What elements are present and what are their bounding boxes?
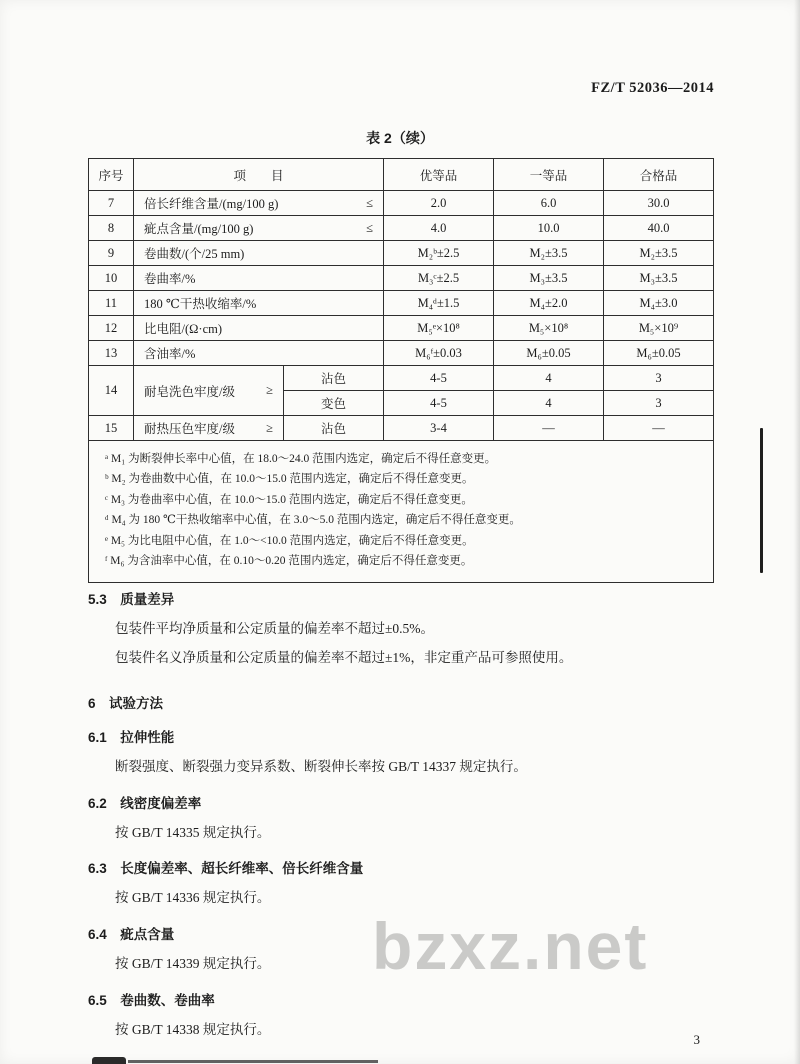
table-row — [89, 366, 714, 391]
doc-number: FZ/T 52036—2014 — [591, 80, 714, 96]
item-label: 卷曲率/% — [144, 272, 196, 286]
grade-qualified: M₂±3.5 — [604, 241, 714, 266]
scan-edge-shadow — [794, 0, 800, 1064]
grade-qualified: M₅×10⁹ — [604, 316, 714, 341]
col-header-no: 序号 — [89, 159, 134, 191]
grade-excellent: 4.0 — [384, 216, 494, 241]
table-row — [89, 216, 714, 241]
row-no: 13 — [89, 341, 134, 366]
grade-excellent: 4-5 — [384, 391, 494, 416]
footnote-line: ᵇ M₂ 为卷曲数中心值，在 10.0～15.0 范围内选定，确定后不得任意变更。 — [105, 473, 474, 486]
grade-first: 10.0 — [494, 216, 604, 241]
paragraph: 包装件名义净质量和公定质量的偏差率不超过±1%，非定重产品可参照使用。 — [115, 649, 573, 665]
row-no: 11 — [89, 291, 134, 316]
section-heading-6-3: 6.3 长度偏差率、超长纤维率、倍长纤维含量 — [88, 861, 364, 877]
subitem-label: 变色 — [284, 391, 384, 416]
limit-symbol: ≥ — [266, 383, 273, 397]
item-label: 疵点含量/(mg/100 g) — [144, 222, 254, 236]
footnote-line: ᶜ M₃ 为卷曲率中心值，在 10.0～15.0 范围内选定，确定后不得任意变更。 — [105, 493, 473, 506]
paragraph: 包装件平均净质量和公定质量的偏差率不超过±0.5%。 — [115, 621, 435, 636]
grade-excellent: M₄ᵈ±1.5 — [384, 291, 494, 316]
grade-excellent: 3-4 — [384, 416, 494, 441]
row-item — [134, 366, 284, 416]
row-item — [134, 266, 384, 291]
footnote-line: ᵉ M₅ 为比电阻中心值，在 1.0～<10.0 范围内选定，确定后不得任意变更。 — [105, 534, 474, 547]
footnote-line: ᵃ M₁ 为断裂伸长率中心值，在 18.0～24.0 范围内选定，确定后不得任意变更。 — [105, 453, 497, 465]
subitem-label: 沾色 — [284, 416, 384, 441]
grade-first: 4 — [494, 391, 604, 416]
section-heading-6-1: 6.1 拉伸性能 — [88, 730, 175, 746]
footnote-line: ᵈ M₄ 为 180 ℃干热收缩率中心值，在 3.0～5.0 范围内选定，确定后不得任意变更。 — [105, 514, 521, 527]
table-title: 表 2（续） — [366, 130, 434, 146]
grade-qualified: M₆±0.05 — [604, 341, 714, 366]
grade-first: 6.0 — [494, 191, 604, 216]
grade-qualified: M₃±3.5 — [604, 266, 714, 291]
grade-first: M₆±0.05 — [494, 341, 604, 366]
grade-first: M₃±3.5 — [494, 266, 604, 291]
table-row — [89, 241, 714, 266]
row-no: 14 — [89, 366, 134, 416]
scan-artifact-blob — [92, 1057, 126, 1064]
item-label: 含油率/% — [144, 347, 196, 361]
paragraph: 断裂强度、断裂强力变异系数、断裂伸长率按 GB/T 14337 规定执行。 — [115, 759, 527, 775]
grade-qualified: 30.0 — [604, 191, 714, 216]
item-label: 倍长纤维含量/(mg/100 g) — [144, 197, 279, 211]
section-heading-6: 6 试验方法 — [88, 696, 164, 712]
limit-symbol: ≥ — [266, 420, 273, 435]
table-row — [89, 341, 714, 366]
grade-first: 4 — [494, 366, 604, 391]
item-label: 耐热压色牢度/级 — [144, 422, 235, 436]
row-item — [134, 341, 384, 366]
row-no: 9 — [89, 241, 134, 266]
page-number: 3 — [693, 1032, 700, 1047]
spec-table — [88, 158, 714, 583]
item-label: 比电阻/(Ω·cm) — [144, 322, 223, 336]
table-footnotes — [89, 441, 714, 583]
col-header-excellent: 优等品 — [384, 159, 494, 191]
table-row — [89, 191, 714, 216]
body-text — [88, 588, 718, 1047]
grade-excellent: M₅ᵉ×10⁸ — [384, 316, 494, 341]
limit-symbol: ≤ — [366, 220, 374, 235]
row-item — [134, 316, 384, 341]
grade-first: M₅×10⁸ — [494, 316, 604, 341]
row-item — [134, 216, 384, 241]
grade-excellent: M₃ᶜ±2.5 — [384, 266, 494, 291]
grade-qualified: 40.0 — [604, 216, 714, 241]
table-row — [89, 316, 714, 341]
table-row — [89, 416, 714, 441]
paragraph: 按 GB/T 14338 规定执行。 — [115, 1021, 271, 1037]
grade-excellent: M₂ᵇ±2.5 — [384, 241, 494, 266]
row-item — [134, 291, 384, 316]
footnote-line: ᶠ M₆ 为含油率中心值，在 0.10～0.20 范围内选定，确定后不得任意变更。 — [105, 555, 473, 568]
grade-qualified: 3 — [604, 391, 714, 416]
grade-qualified: 3 — [604, 366, 714, 391]
paragraph: 按 GB/T 14336 规定执行。 — [115, 890, 271, 906]
table-header — [89, 159, 714, 191]
row-item — [134, 416, 284, 441]
section-heading-6-5: 6.5 卷曲数、卷曲率 — [88, 992, 215, 1008]
item-label: 180 ℃干热收缩率/% — [144, 297, 257, 311]
row-no: 8 — [89, 216, 134, 241]
row-no: 7 — [89, 191, 134, 216]
watermark: bzxz.net — [372, 909, 649, 983]
row-item — [134, 191, 384, 216]
row-no: 10 — [89, 266, 134, 291]
item-label: 卷曲数/(个/25 mm) — [144, 247, 245, 261]
item-label: 耐皂洗色牢度/级 — [144, 384, 235, 399]
row-item — [134, 241, 384, 266]
grade-excellent: 2.0 — [384, 191, 494, 216]
row-no: 12 — [89, 316, 134, 341]
row-no: 15 — [89, 416, 134, 441]
table-row — [89, 266, 714, 291]
limit-symbol: ≤ — [366, 195, 374, 210]
paragraph: 按 GB/T 14335 规定执行。 — [115, 824, 271, 840]
col-header-item: 项 目 — [134, 159, 384, 191]
grade-excellent: M₆ᶠ±0.03 — [384, 341, 494, 366]
col-header-qualified: 合格品 — [604, 159, 714, 191]
table-row — [89, 291, 714, 316]
grade-first: M₄±2.0 — [494, 291, 604, 316]
grade-qualified: M₄±3.0 — [604, 291, 714, 316]
grade-qualified: — — [604, 416, 714, 441]
grade-first: — — [494, 416, 604, 441]
section-heading-5-3: 5.3 质量差异 — [88, 592, 175, 607]
paragraph: 按 GB/T 14339 规定执行。 — [115, 955, 271, 971]
subitem-label: 沾色 — [284, 366, 384, 391]
section-heading-6-2: 6.2 线密度偏差率 — [88, 795, 202, 811]
grade-excellent: 4-5 — [384, 366, 494, 391]
grade-first: M₂±3.5 — [494, 241, 604, 266]
scan-artifact-line — [128, 1060, 378, 1063]
section-heading-6-4: 6.4 疵点含量 — [88, 926, 175, 942]
col-header-first: 一等品 — [494, 159, 604, 191]
scan-artifact-vertical-line — [760, 428, 763, 573]
